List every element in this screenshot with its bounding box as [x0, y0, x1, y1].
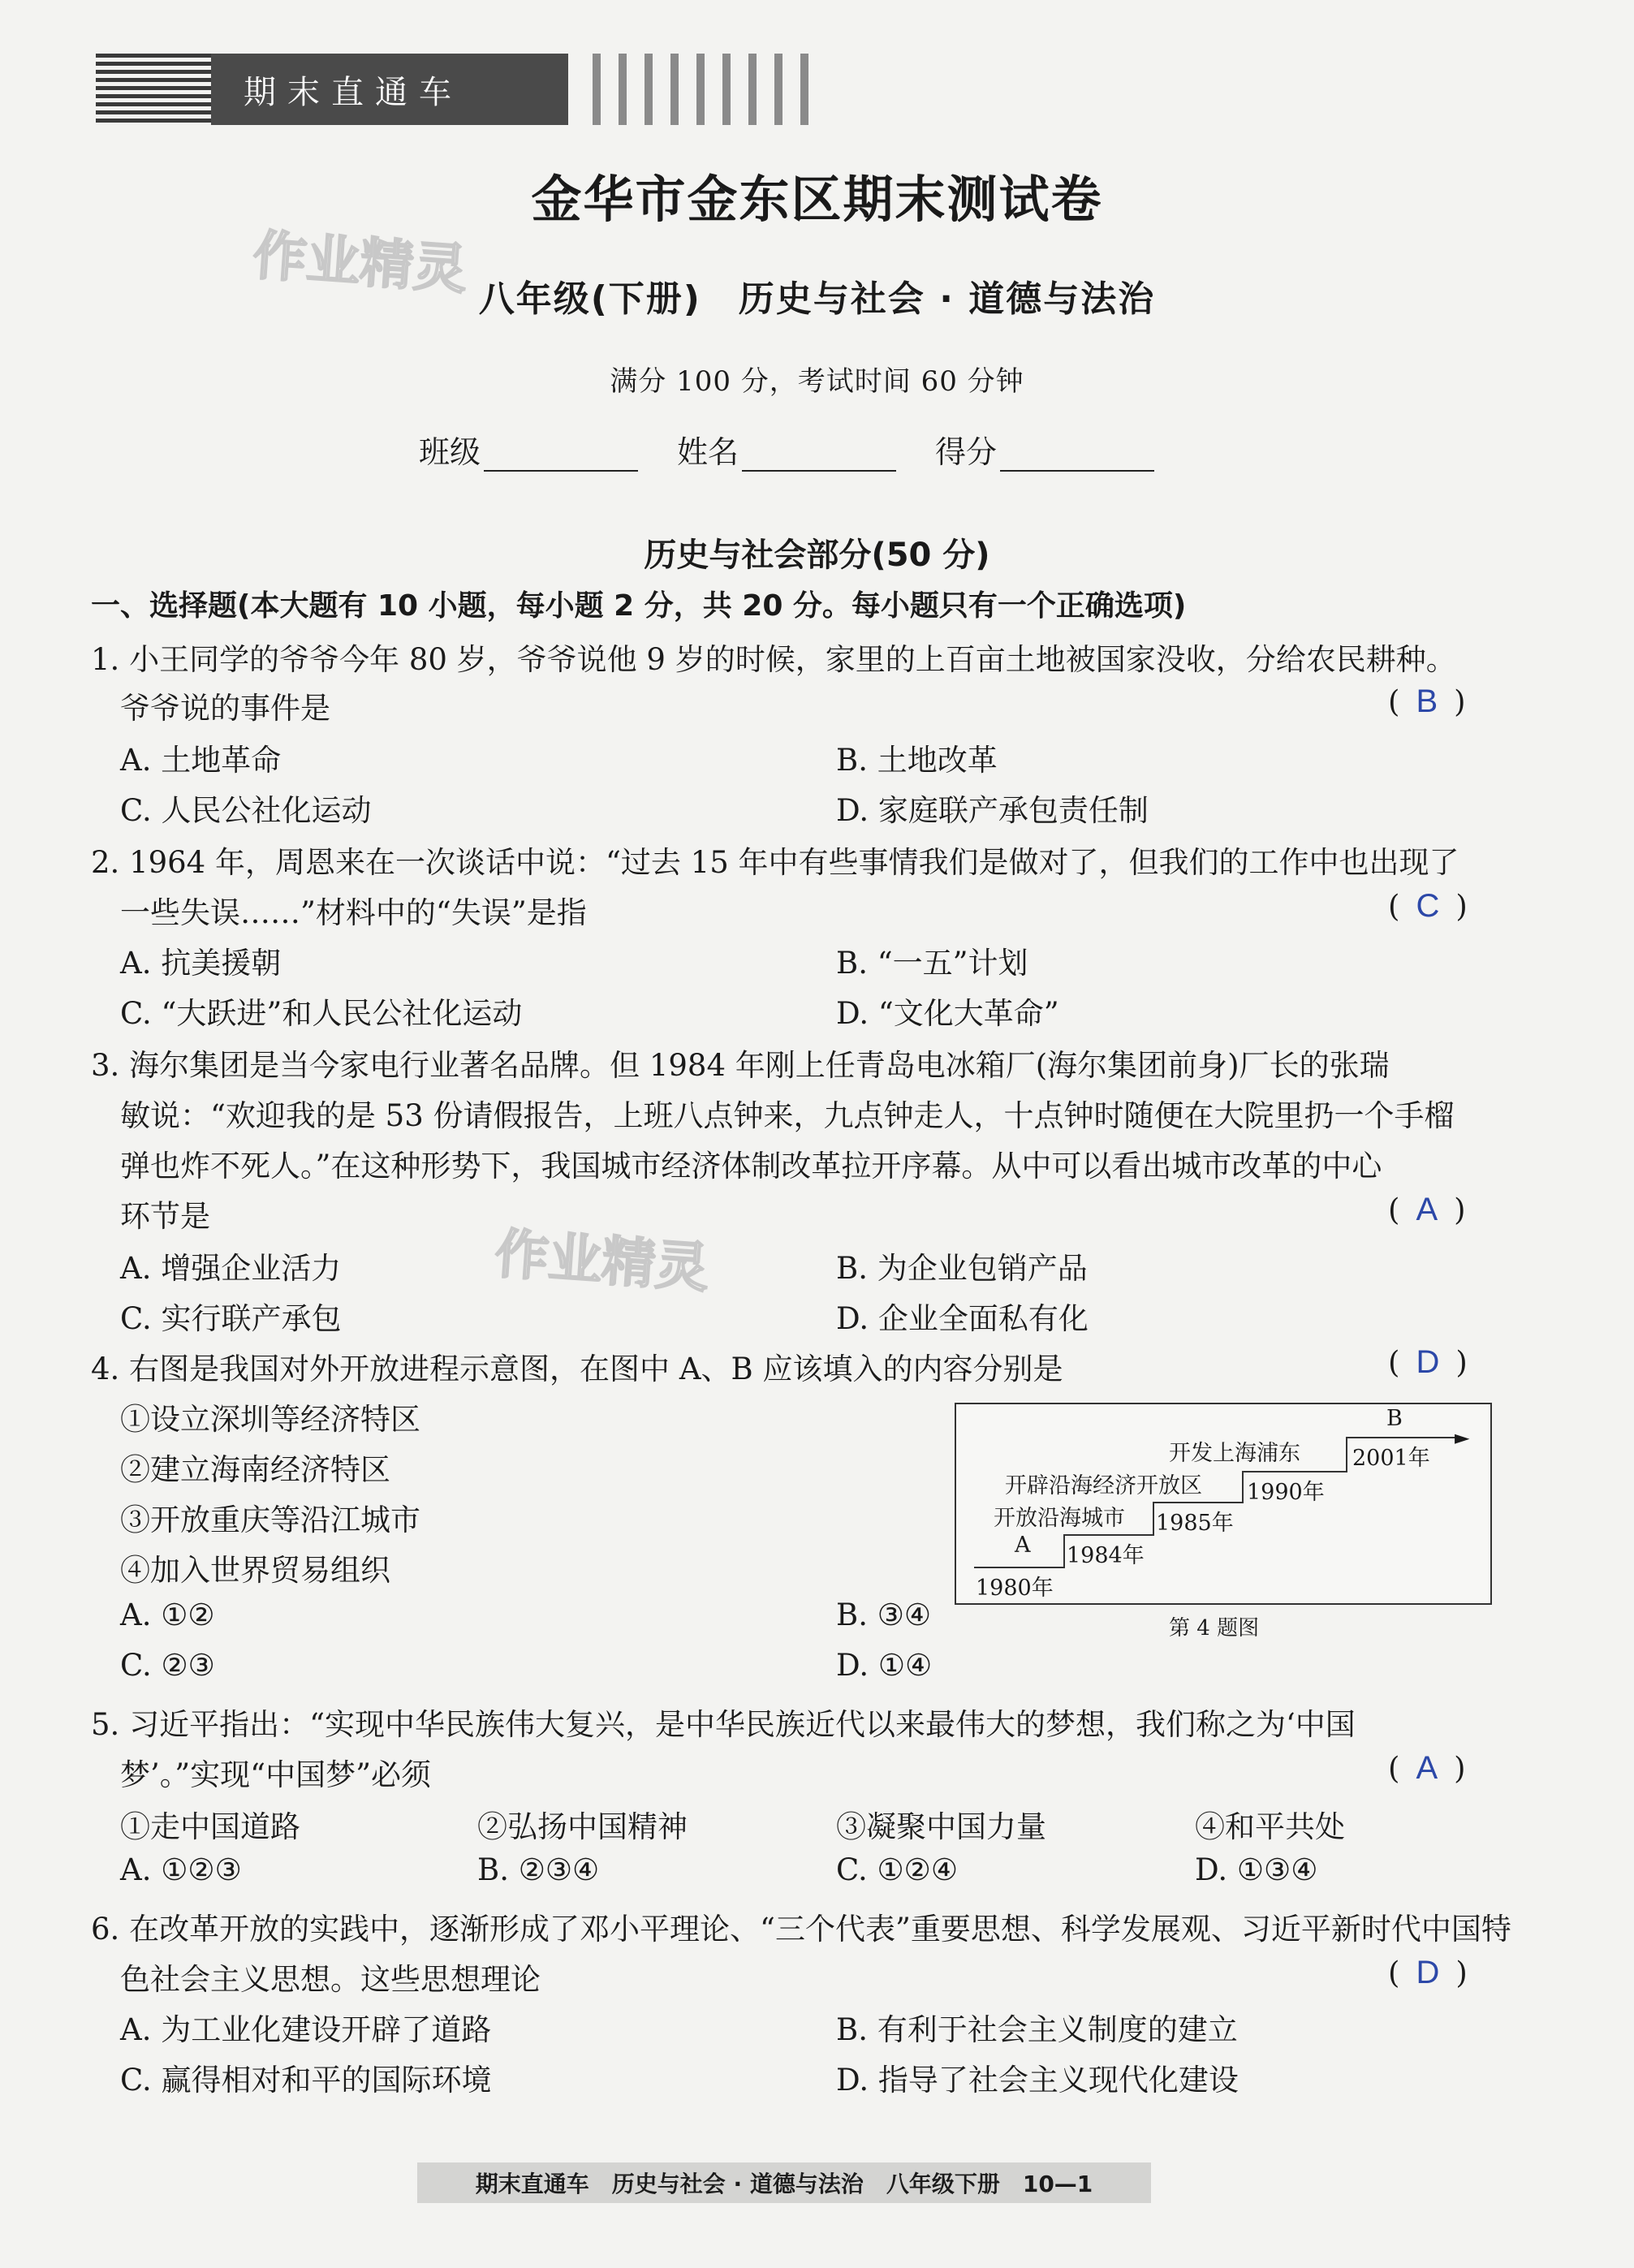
statement: ②弘扬中国精神 — [477, 1809, 688, 1844]
watermark: 作业精灵 — [251, 223, 469, 302]
option: C. ②③ — [120, 1648, 215, 1683]
answer-letter: A — [1416, 1192, 1438, 1227]
page-footer — [417, 2162, 1151, 2203]
question-6-stem: 色社会主义思想。这些思想理论 — [120, 1962, 541, 1997]
figure-caption: 第 4 题图 — [1169, 1616, 1260, 1641]
header-bar — [748, 54, 757, 125]
statement: ①走中国道路 — [120, 1809, 300, 1844]
statement: ④和平共处 — [1195, 1809, 1345, 1844]
question-6-answer: ( D ) — [1388, 1955, 1468, 1990]
option: C. 赢得相对和平的国际环境 — [120, 2063, 492, 2098]
option: A. 为工业化建设开辟了道路 — [120, 2012, 492, 2047]
stair-line — [1153, 1502, 1242, 1503]
figure-label: 2001年 — [1352, 1446, 1430, 1471]
name-input[interactable] — [742, 436, 896, 472]
name-field — [677, 427, 896, 472]
score-field — [935, 427, 1154, 472]
option: C. 人民公社化运动 — [120, 793, 372, 828]
question-6-stem: 6. 在改革开放的实践中，逐渐形成了邓小平理论、“三个代表”重要思想、科学发展观、习近平新时代中国特 — [91, 1912, 1511, 1947]
question-5-stem: 5. 习近平指出：“实现中华民族伟大复兴，是中华民族近代以来最伟大的梦想，我们称之为‘中国 — [91, 1707, 1356, 1742]
opening-up-timeline-figure — [955, 1403, 1492, 1605]
question-3-stem: 3. 海尔集团是当今家电行业著名品牌。但 1984 年刚上任青岛电冰箱厂(海尔集团前身)厂长的张瑞 — [91, 1048, 1390, 1083]
question-3-stem: 敏说：“欢迎我的是 53 份请假报告，上班八点钟来，九点钟走人，十点钟时随便在大院里扔一个手榴 — [120, 1098, 1455, 1133]
question-2-stem: 一些失误……”材料中的“失误”是指 — [120, 895, 587, 930]
option: B. ②③④ — [477, 1852, 600, 1887]
header-bar — [722, 54, 731, 125]
header-bar — [645, 54, 653, 125]
option: B. “一五”计划 — [836, 946, 1028, 981]
statement: ②建立海南经济特区 — [120, 1452, 390, 1487]
figure-label: 开发上海浦东 — [1169, 1441, 1300, 1466]
answer-letter: D — [1416, 1344, 1440, 1380]
page-subtitle: 八年级(下册) 历史与社会 · 道德与法治 — [478, 278, 1156, 320]
statement: ③开放重庆等沿江城市 — [120, 1503, 420, 1537]
option: D. 家庭联产承包责任制 — [836, 793, 1149, 828]
header-bar — [670, 54, 679, 125]
figure-label: 开辟沿海经济开放区 — [1005, 1473, 1202, 1498]
question-4-answer: ( D ) — [1388, 1344, 1468, 1380]
question-1-answer: ( B ) — [1388, 683, 1466, 719]
option: A. 土地革命 — [120, 743, 282, 778]
footer-text: 期末直通车 历史与社会 · 道德与法治 八年级下册 10—1 — [475, 2171, 1093, 2197]
option: D. 指导了社会主义现代化建设 — [836, 2063, 1239, 2098]
header-bar — [593, 54, 601, 125]
question-1-stem: 爷爷说的事件是 — [120, 691, 330, 726]
figure-label: 1984年 — [1067, 1543, 1145, 1568]
statement: ④加入世界贸易组织 — [120, 1553, 390, 1588]
option: A. 抗美援朝 — [120, 946, 282, 981]
figure-label: B — [1386, 1406, 1403, 1431]
option: D. 企业全面私有化 — [836, 1301, 1089, 1336]
question-3-stem: 环节是 — [120, 1199, 210, 1234]
question-1-stem: 1. 小王同学的爷爷今年 80 岁，爷爷说他 9 岁的时候，家里的上百亩土地被国家没收，分给农民耕种。 — [91, 642, 1456, 677]
option: D. ①③④ — [1195, 1852, 1318, 1887]
option: B. 为企业包销产品 — [836, 1251, 1088, 1286]
option: C. 实行联产承包 — [120, 1301, 342, 1336]
header-bar — [696, 54, 705, 125]
stair-line — [974, 1567, 1063, 1568]
answer-letter: D — [1416, 1955, 1440, 1990]
figure-label: 1985年 — [1156, 1511, 1234, 1536]
question-3-answer: ( A ) — [1388, 1192, 1466, 1227]
class-input[interactable] — [484, 436, 638, 472]
option: B. ③④ — [836, 1598, 932, 1632]
page-title: 金华市金东区期末测试卷 — [531, 170, 1103, 229]
option: D. “文化大革命” — [836, 996, 1059, 1031]
option: A. 增强企业活力 — [120, 1251, 342, 1286]
header-bar — [774, 54, 783, 125]
answer-letter: C — [1416, 888, 1440, 924]
header-banner-text: 期末直通车 — [244, 73, 463, 111]
option: A. ①② — [120, 1598, 215, 1632]
stair-line — [1153, 1502, 1154, 1536]
question-4-stem: 4. 右图是我国对外开放进程示意图，在图中 A、B 应该填入的内容分别是 — [91, 1352, 1063, 1386]
class-field — [419, 427, 638, 472]
question-5-answer: ( A ) — [1388, 1750, 1466, 1786]
option: B. 土地改革 — [836, 743, 998, 778]
option: D. ①④ — [836, 1648, 933, 1683]
part-instruction: 一、选择题(本大题有 10 小题，每小题 2 分，共 20 分。每小题只有一个正确选项) — [91, 589, 1187, 623]
question-2-answer: ( C ) — [1388, 888, 1468, 924]
header-bar — [800, 54, 808, 125]
statement: ③凝聚中国力量 — [836, 1809, 1046, 1844]
stair-line — [1242, 1471, 1346, 1472]
score-input[interactable] — [1000, 436, 1154, 472]
stair-line — [1063, 1534, 1153, 1536]
class-label: 班级 — [419, 434, 481, 470]
statement: ①设立深圳等经济特区 — [120, 1402, 420, 1437]
figure-label: 1980年 — [976, 1576, 1054, 1601]
header-banner — [211, 54, 568, 125]
stair-line — [1346, 1437, 1347, 1472]
watermark: 作业精灵 — [493, 1222, 711, 1300]
figure-label: 开放沿海城市 — [994, 1506, 1125, 1531]
section-title: 历史与社会部分(50 分) — [644, 537, 990, 574]
name-label: 姓名 — [677, 434, 739, 470]
question-5-stem: 梦’。”实现“中国梦”必须 — [120, 1757, 432, 1792]
option: C. “大跃进”和人民公社化运动 — [120, 996, 523, 1031]
exam-info: 满分 100 分，考试时间 60 分钟 — [610, 365, 1024, 398]
option: B. 有利于社会主义制度的建立 — [836, 2012, 1238, 2047]
figure-label: A — [1015, 1533, 1031, 1558]
question-3-stem: 弹也炸不死人。”在这种形势下，我国城市经济体制改革拉开序幕。从中可以看出城市改革的中心 — [120, 1149, 1382, 1184]
stair-line — [1063, 1534, 1065, 1568]
figure-label: 1990年 — [1247, 1480, 1325, 1505]
stair-line — [1242, 1471, 1244, 1503]
option: C. ①②④ — [836, 1852, 959, 1887]
option: A. ①②③ — [120, 1852, 242, 1887]
header-bar — [619, 54, 627, 125]
question-2-stem: 2. 1964 年，周恩来在一次谈话中说：“过去 15 年中有些事情我们是做对了，但我们的工作中也出现了 — [91, 845, 1459, 880]
timeline-arrow — [1346, 1437, 1459, 1438]
answer-letter: A — [1416, 1750, 1438, 1786]
score-label: 得分 — [935, 434, 998, 470]
arrow-head-icon: ► — [1455, 1426, 1470, 1449]
answer-letter: B — [1416, 683, 1438, 719]
